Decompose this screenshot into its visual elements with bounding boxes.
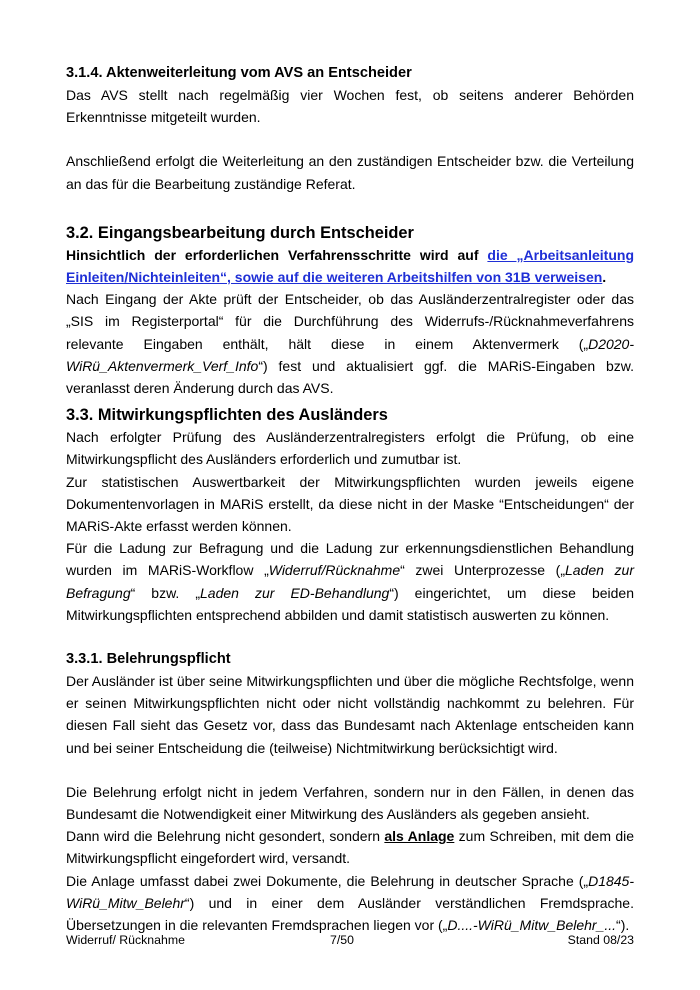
paragraph: Anschließend erfolgt die Weiterleitung an den zuständigen Entscheider bzw. die Verteilung an das für die Bearbeitung zuständige Referat. xyxy=(66,153,634,192)
heading-3-3-1: 3.3.1. Belehrungspflicht xyxy=(66,651,231,668)
heading-3-3: 3.3. Mitwirkungspflichten des Ausländers xyxy=(66,406,388,425)
work-instructions-link[interactable]: die „Arbeitsanleitung Einleiten/Nichteinleiten“, sowie auf die weiteren Arbeitshilfen von 31B verweisen xyxy=(66,246,634,286)
paragraph: Für die Ladung zur Befragung und die Ladung zur erkennungsdienstlichen Behandlung wurden im MARiS-Workflow „Widerruf/Rücknahme“ zwei Unterprozesse („Laden zur Befragung“ bzw. „Laden zur ED-Behandlung“) eingerichtet, um diese beiden Mitwirkungspflichten entsprechend abbilden und damit statistisch auswerten zu können. xyxy=(66,540,634,623)
paragraph-instruction: Hinsichtlich der erforderlichen Verfahrensschritte wird auf die „Arbeitsanleitung Einleiten/Nichteinleiten“, sowie auf die weiteren Arbeitshilfen von 31B verweisen. xyxy=(66,246,634,286)
paragraph: Der Ausländer ist über seine Mitwirkungspflichten und über die mögliche Rechtsfolge, wenn er seinen Mitwirkungspflichten nicht oder nicht vollständig nachkommt zu belehren. Für diesen Fall sieht das Gesetz vor, dass das Bundesamt nach Aktenlage entscheiden kann und bei seiner Entscheidung die (teilweise) Nichtmitwirkung berücksichtigt wird. xyxy=(66,673,634,756)
heading-3-2: 3.2. Eingangsbearbeitung durch Entscheider xyxy=(66,223,414,242)
paragraph: Zur statistischen Auswertbarkeit der Mitwirkungspflichten wurden jeweils eigene Dokumentenvorlagen in MARiS erstellt, da diese nicht in der Maske “Entscheidungen“ der MARiS-Akte erfasst werden können. xyxy=(66,473,634,535)
page-footer xyxy=(66,933,634,947)
document-page xyxy=(66,62,634,936)
footer-date: Stand 08/23 xyxy=(567,933,634,947)
paragraph: Die Belehrung erfolgt nicht in jedem Verfahren, sondern nur in den Fällen, in denen das Bundesamt die Notwendigkeit einer Mitwirkung des Ausländers als gegeben ansieht. xyxy=(66,783,634,823)
paragraph: Nach Eingang der Akte prüft der Entscheider, ob das Ausländerzentralregister oder das „SIS im Registerportal“ für die Durchführung des Widerrufs-/Rücknahmeverfahrens relevante Eingaben enthält, hält diese in einem Aktenvermerk („D2020-WiRü_Aktenvermerk_Verf_Info“) fest und aktualisiert ggf. die MARiS-Eingaben bzw. veranlasst deren Änderung durch das AVS. xyxy=(66,291,634,397)
paragraph: Nach erfolgter Prüfung des Ausländerzentralregisters erfolgt die Prüfung, ob eine Mitwirkungspflicht des Ausländers erforderlich und zumutbar ist. xyxy=(66,429,634,468)
footer-title: Widerruf/ Rücknahme xyxy=(66,933,185,947)
heading-3-1-4: 3.1.4. Aktenweiterleitung vom AVS an Entscheider xyxy=(66,65,412,81)
paragraph: Das AVS stellt nach regelmäßig vier Wochen fest, ob seitens anderer Behörden Erkenntnisse mitgeteilt wurden. xyxy=(66,87,634,126)
paragraph: Dann wird die Belehrung nicht gesondert, sondern als Anlage zum Schreiben, mit dem die Mitwirkungspflicht eingefordert wird, versandt. xyxy=(66,828,635,867)
page-number: 7/50 xyxy=(330,933,354,947)
paragraph: Die Anlage umfasst dabei zwei Dokumente, die Belehrung in deutscher Sprache („D1845-WiRü_Mitw_Belehr“) und in einer dem Ausländer verständlichen Fremdsprache. Übersetzungen in die relevanten Fremdsprachen liegen vor („D....-WiRü_Mitw_Belehr_...“). xyxy=(66,872,634,934)
